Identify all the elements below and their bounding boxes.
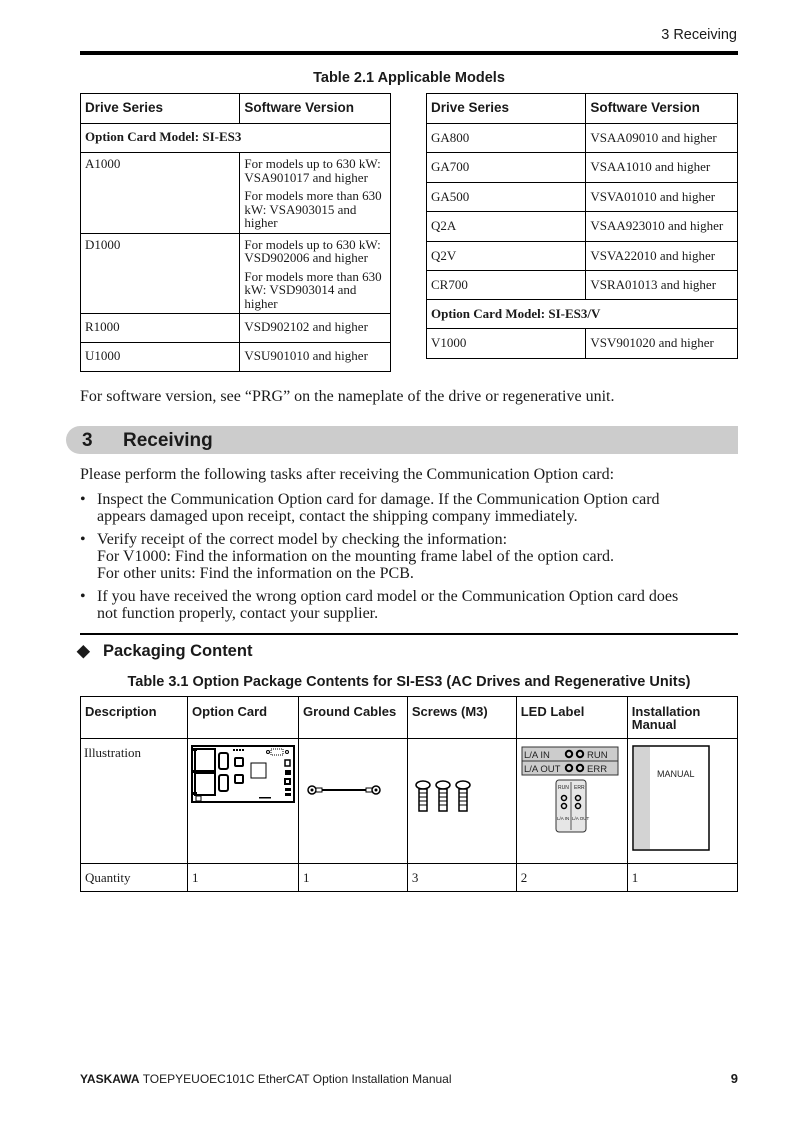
table-row	[81, 233, 391, 314]
list-item-text: Inspect the Communication Option card for damage. If the Communication Option card	[97, 491, 660, 508]
ground-cable-illustration-cell	[299, 739, 408, 864]
option-card-model-row: Option Card Model: SI-ES3/V	[427, 300, 738, 329]
version-text: For models up to 630 kW: VSD902006 and higher	[244, 236, 381, 265]
subhead-text: Packaging Content	[103, 642, 253, 660]
drive-series-cell: A1000	[81, 153, 240, 234]
software-version-cell: VSD902102 and higher	[240, 314, 391, 343]
software-version-note: For software version, see “PRG” on the nameplate of the drive or regenerative unit.	[80, 388, 615, 405]
table-2-1-caption: Table 2.1 Applicable Models	[313, 70, 505, 86]
column-header: Description	[81, 697, 188, 739]
list-item-text: For V1000: Find the information on the mounting frame label of the option card.	[97, 548, 614, 565]
bullet-icon: •	[80, 491, 86, 508]
table-row	[427, 124, 738, 153]
bullet-icon: •	[80, 588, 86, 605]
software-version-cell: VSV901020 and higher	[586, 329, 738, 358]
illustration-row	[81, 739, 738, 864]
table-row	[427, 182, 738, 211]
version-text: For models more than 630 kW: VSD903014 and higher	[244, 268, 382, 311]
column-header: LED Label	[516, 697, 627, 739]
list-item-text: not function properly, contact your supplier.	[97, 605, 379, 622]
drive-series-cell: CR700	[427, 270, 586, 299]
bullet-icon: •	[80, 531, 86, 548]
software-version-cell	[240, 153, 391, 234]
drive-series-cell: GA700	[427, 153, 586, 182]
list-item	[80, 491, 740, 525]
diamond-icon: ◆	[77, 642, 90, 660]
drive-series-cell: U1000	[81, 343, 240, 372]
svg-text:L/A IN: L/A IN	[556, 816, 569, 821]
list-item-text: For other units: Find the information on the PCB.	[97, 565, 414, 582]
column-header: Screws (M3)	[407, 697, 516, 739]
header-rule	[80, 51, 738, 55]
row-label: Quantity	[81, 864, 188, 892]
drive-series-cell: D1000	[81, 233, 240, 314]
page-number: 9	[730, 1071, 738, 1086]
receiving-task-list	[80, 491, 740, 628]
led-label-illustration-cell	[516, 739, 627, 864]
table-row	[427, 329, 738, 358]
table-row	[427, 212, 738, 241]
table-row	[81, 343, 391, 372]
quantity-cell: 3	[407, 864, 516, 892]
software-version-cell: VSAA1010 and higher	[586, 153, 738, 182]
svg-text:RUN: RUN	[586, 750, 608, 761]
table-row	[427, 241, 738, 270]
manual-book-icon	[631, 745, 711, 853]
column-header: Drive Series	[81, 94, 240, 124]
software-version-cell: VSAA09010 and higher	[586, 124, 738, 153]
software-version-cell: VSVA22010 and higher	[586, 241, 738, 270]
version-text: For models more than 630 kW: VSA903015 and higher	[244, 188, 382, 230]
software-version-cell: VSU901010 and higher	[240, 343, 391, 372]
screws-illustration-cell	[407, 739, 516, 864]
list-item	[80, 531, 740, 582]
section-number: 3	[82, 430, 93, 451]
column-header: Option Card	[188, 697, 299, 739]
applicable-models-table-right	[426, 93, 738, 359]
section-title: Receiving	[123, 430, 213, 451]
option-card-icon	[191, 745, 295, 803]
software-version-cell: VSRA01013 and higher	[586, 270, 738, 299]
list-item-text: appears damaged upon receipt, contact the shipping company immediately.	[97, 508, 578, 525]
drive-series-cell: Q2V	[427, 241, 586, 270]
svg-text:L/A OUT: L/A OUT	[571, 816, 589, 821]
software-version-cell: VSVA01010 and higher	[586, 182, 738, 211]
svg-text:ERR: ERR	[573, 785, 585, 791]
led-label-icon	[520, 745, 624, 845]
quantity-cell: 1	[299, 864, 408, 892]
table-row	[427, 270, 738, 299]
drive-series-cell: GA800	[427, 124, 586, 153]
table-row	[81, 314, 391, 343]
option-card-model-row: Option Card Model: SI-ES3	[81, 124, 391, 153]
svg-text:RUN: RUN	[557, 785, 569, 791]
column-header: Software Version	[586, 94, 738, 124]
software-version-cell	[240, 233, 391, 314]
svg-text:L/A OUT: L/A OUT	[523, 764, 561, 775]
drive-series-cell: R1000	[81, 314, 240, 343]
column-header: Installation Manual	[627, 697, 737, 739]
installation-manual-illustration-cell	[627, 739, 737, 864]
list-item-text: Verify receipt of the correct model by checking the information:	[97, 531, 508, 548]
table-3-1-caption: Table 3.1 Option Package Contents for SI-ES3 (AC Drives and Regenerative Units)	[127, 674, 691, 690]
running-head: 3 Receiving	[661, 27, 737, 43]
quantity-cell: 2	[516, 864, 627, 892]
quantity-row	[81, 864, 738, 892]
table-row	[427, 153, 738, 182]
column-header: Ground Cables	[299, 697, 408, 739]
quantity-cell: 1	[627, 864, 737, 892]
drive-series-cell: V1000	[427, 329, 586, 358]
drive-series-cell: GA500	[427, 182, 586, 211]
column-header: Drive Series	[427, 94, 586, 124]
quantity-cell: 1	[188, 864, 299, 892]
version-text: For models up to 630 kW: VSA901017 and higher	[244, 156, 381, 185]
packaging-content-heading	[77, 641, 252, 661]
list-item	[80, 588, 740, 622]
software-version-cell: VSAA923010 and higher	[586, 212, 738, 241]
svg-text:L/A IN: L/A IN	[523, 750, 550, 761]
row-label: Illustration	[81, 739, 188, 864]
section-intro: Please perform the following tasks after receiving the Communication Option card:	[80, 466, 615, 483]
screw-icon	[411, 745, 511, 815]
option-card-illustration-cell	[188, 739, 299, 864]
svg-text:MANUAL: MANUAL	[656, 769, 695, 779]
section-rule	[80, 633, 738, 635]
drive-series-cell: Q2A	[427, 212, 586, 241]
list-item-text: If you have received the wrong option card model or the Communication Option card does	[97, 588, 679, 605]
applicable-models-table-left	[80, 93, 391, 372]
column-header: Software Version	[240, 94, 391, 124]
package-contents-table	[80, 696, 738, 892]
footer-brand: YASKAWA	[80, 1072, 140, 1086]
footer-doc-title: TOEPYEUOEC101C EtherCAT Option Installation Manual	[139, 1072, 452, 1086]
svg-text:ERR: ERR	[586, 764, 607, 775]
table-row	[81, 153, 391, 234]
footer	[80, 1072, 452, 1086]
ground-cable-icon	[302, 745, 402, 803]
